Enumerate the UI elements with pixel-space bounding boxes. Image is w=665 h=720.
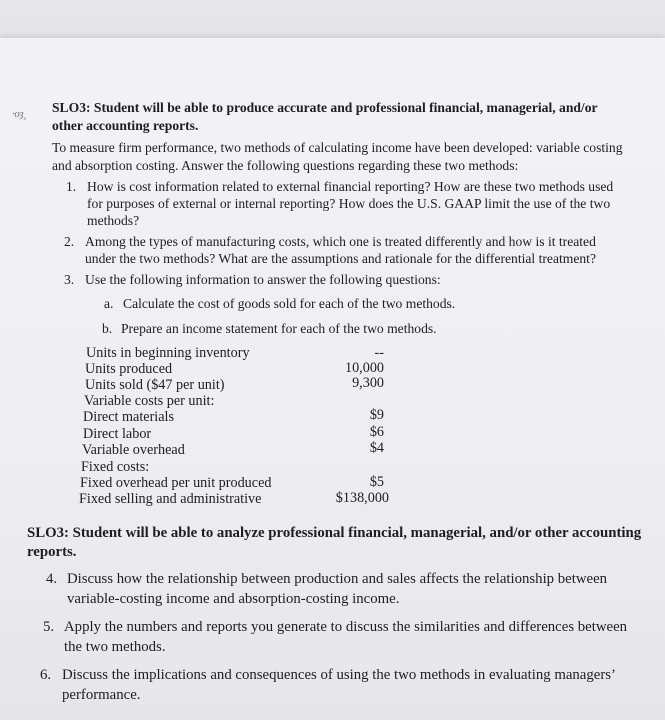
question-5-line2: the two methods. (64, 639, 166, 655)
table-row-value: 10,000 (344, 360, 384, 376)
table-row-value: $6 (369, 424, 384, 440)
intro-line1: To measure firm performance, two methods of calculating income have been developed: variable costing (52, 140, 623, 155)
table-row-value: -- (374, 345, 384, 361)
table-row-value: $9 (369, 407, 384, 423)
question-1-line3: methods? (87, 213, 140, 228)
question-4-line1: Discuss how the relationship between production and sales affects the relationship between (67, 571, 608, 587)
table-row-value: $138,000 (335, 490, 389, 506)
question-6-number: 6. (40, 667, 52, 683)
table-row-label: Units in beginning inventory (86, 345, 250, 361)
table-row-label: Units sold ($47 per unit) (85, 377, 225, 393)
question-2-number: 2. (64, 234, 75, 249)
question-3-number: 3. (64, 272, 75, 287)
subquestion-a-text: Calculate the cost of goods sold for each of the two methods. (123, 296, 456, 311)
question-6-line2: performance. (62, 687, 141, 703)
slo3-analyze-heading-line1: SLO3: Student will be able to analyze professional financial, managerial, and/or other accounting (27, 525, 642, 541)
slo3-heading-line2: other accounting reports. (52, 118, 199, 133)
question-4-number: 4. (46, 571, 58, 587)
question-1-number: 1. (66, 179, 77, 194)
margin-handwriting: ·oȝ¸ (12, 108, 27, 120)
question-2-line2: under the two methods? What are the assumptions and rationale for the differential treatment? (85, 251, 596, 266)
question-5-number: 5. (43, 619, 55, 635)
question-3-line1: Use the following information to answer the following questions: (85, 272, 441, 287)
table-row-value: $5 (369, 474, 384, 490)
table-row-value: 9,300 (352, 375, 384, 391)
question-1-line1: How is cost information related to external financial reporting? How are these two methods used (87, 179, 614, 194)
subquestion-b-letter: b. (102, 321, 113, 336)
table-row-label: Fixed overhead per unit produced (80, 475, 272, 491)
slo3-analyze-heading-line2: reports. (27, 544, 77, 560)
table-row-label: Units produced (85, 361, 173, 377)
question-6-line1: Discuss the implications and consequences of using the two methods in evaluating managers’ (62, 667, 616, 683)
table-row-label: Direct labor (83, 426, 152, 442)
question-5-line1: Apply the numbers and reports you generate to discuss the similarities and differences between (64, 619, 628, 635)
table-row-label: Direct materials (83, 409, 174, 425)
table-row-label: Variable overhead (82, 442, 185, 458)
table-row-label: Variable costs per unit: (84, 393, 215, 409)
question-4-line2: variable-costing income and absorption-costing income. (67, 591, 400, 607)
table-row-label: Fixed selling and administrative (79, 491, 262, 507)
slo3-heading-line1: SLO3: Student will be able to produce accurate and professional financial, managerial, and/or (52, 100, 598, 115)
table-row-label: Fixed costs: (81, 459, 150, 475)
subquestion-b-text: Prepare an income statement for each of the two methods. (121, 321, 437, 336)
subquestion-a-letter: a. (104, 296, 114, 311)
worksheet-page (0, 38, 665, 720)
question-1-line2: for purposes of external or internal reporting? How does the U.S. GAAP limit the use of the two (87, 196, 611, 211)
table-row-value: $4 (369, 440, 384, 456)
intro-line2: and absorption costing. Answer the following questions regarding these two methods: (52, 158, 519, 173)
question-2-line1: Among the types of manufacturing costs, which one is treated differently and how is it treated (85, 234, 596, 249)
